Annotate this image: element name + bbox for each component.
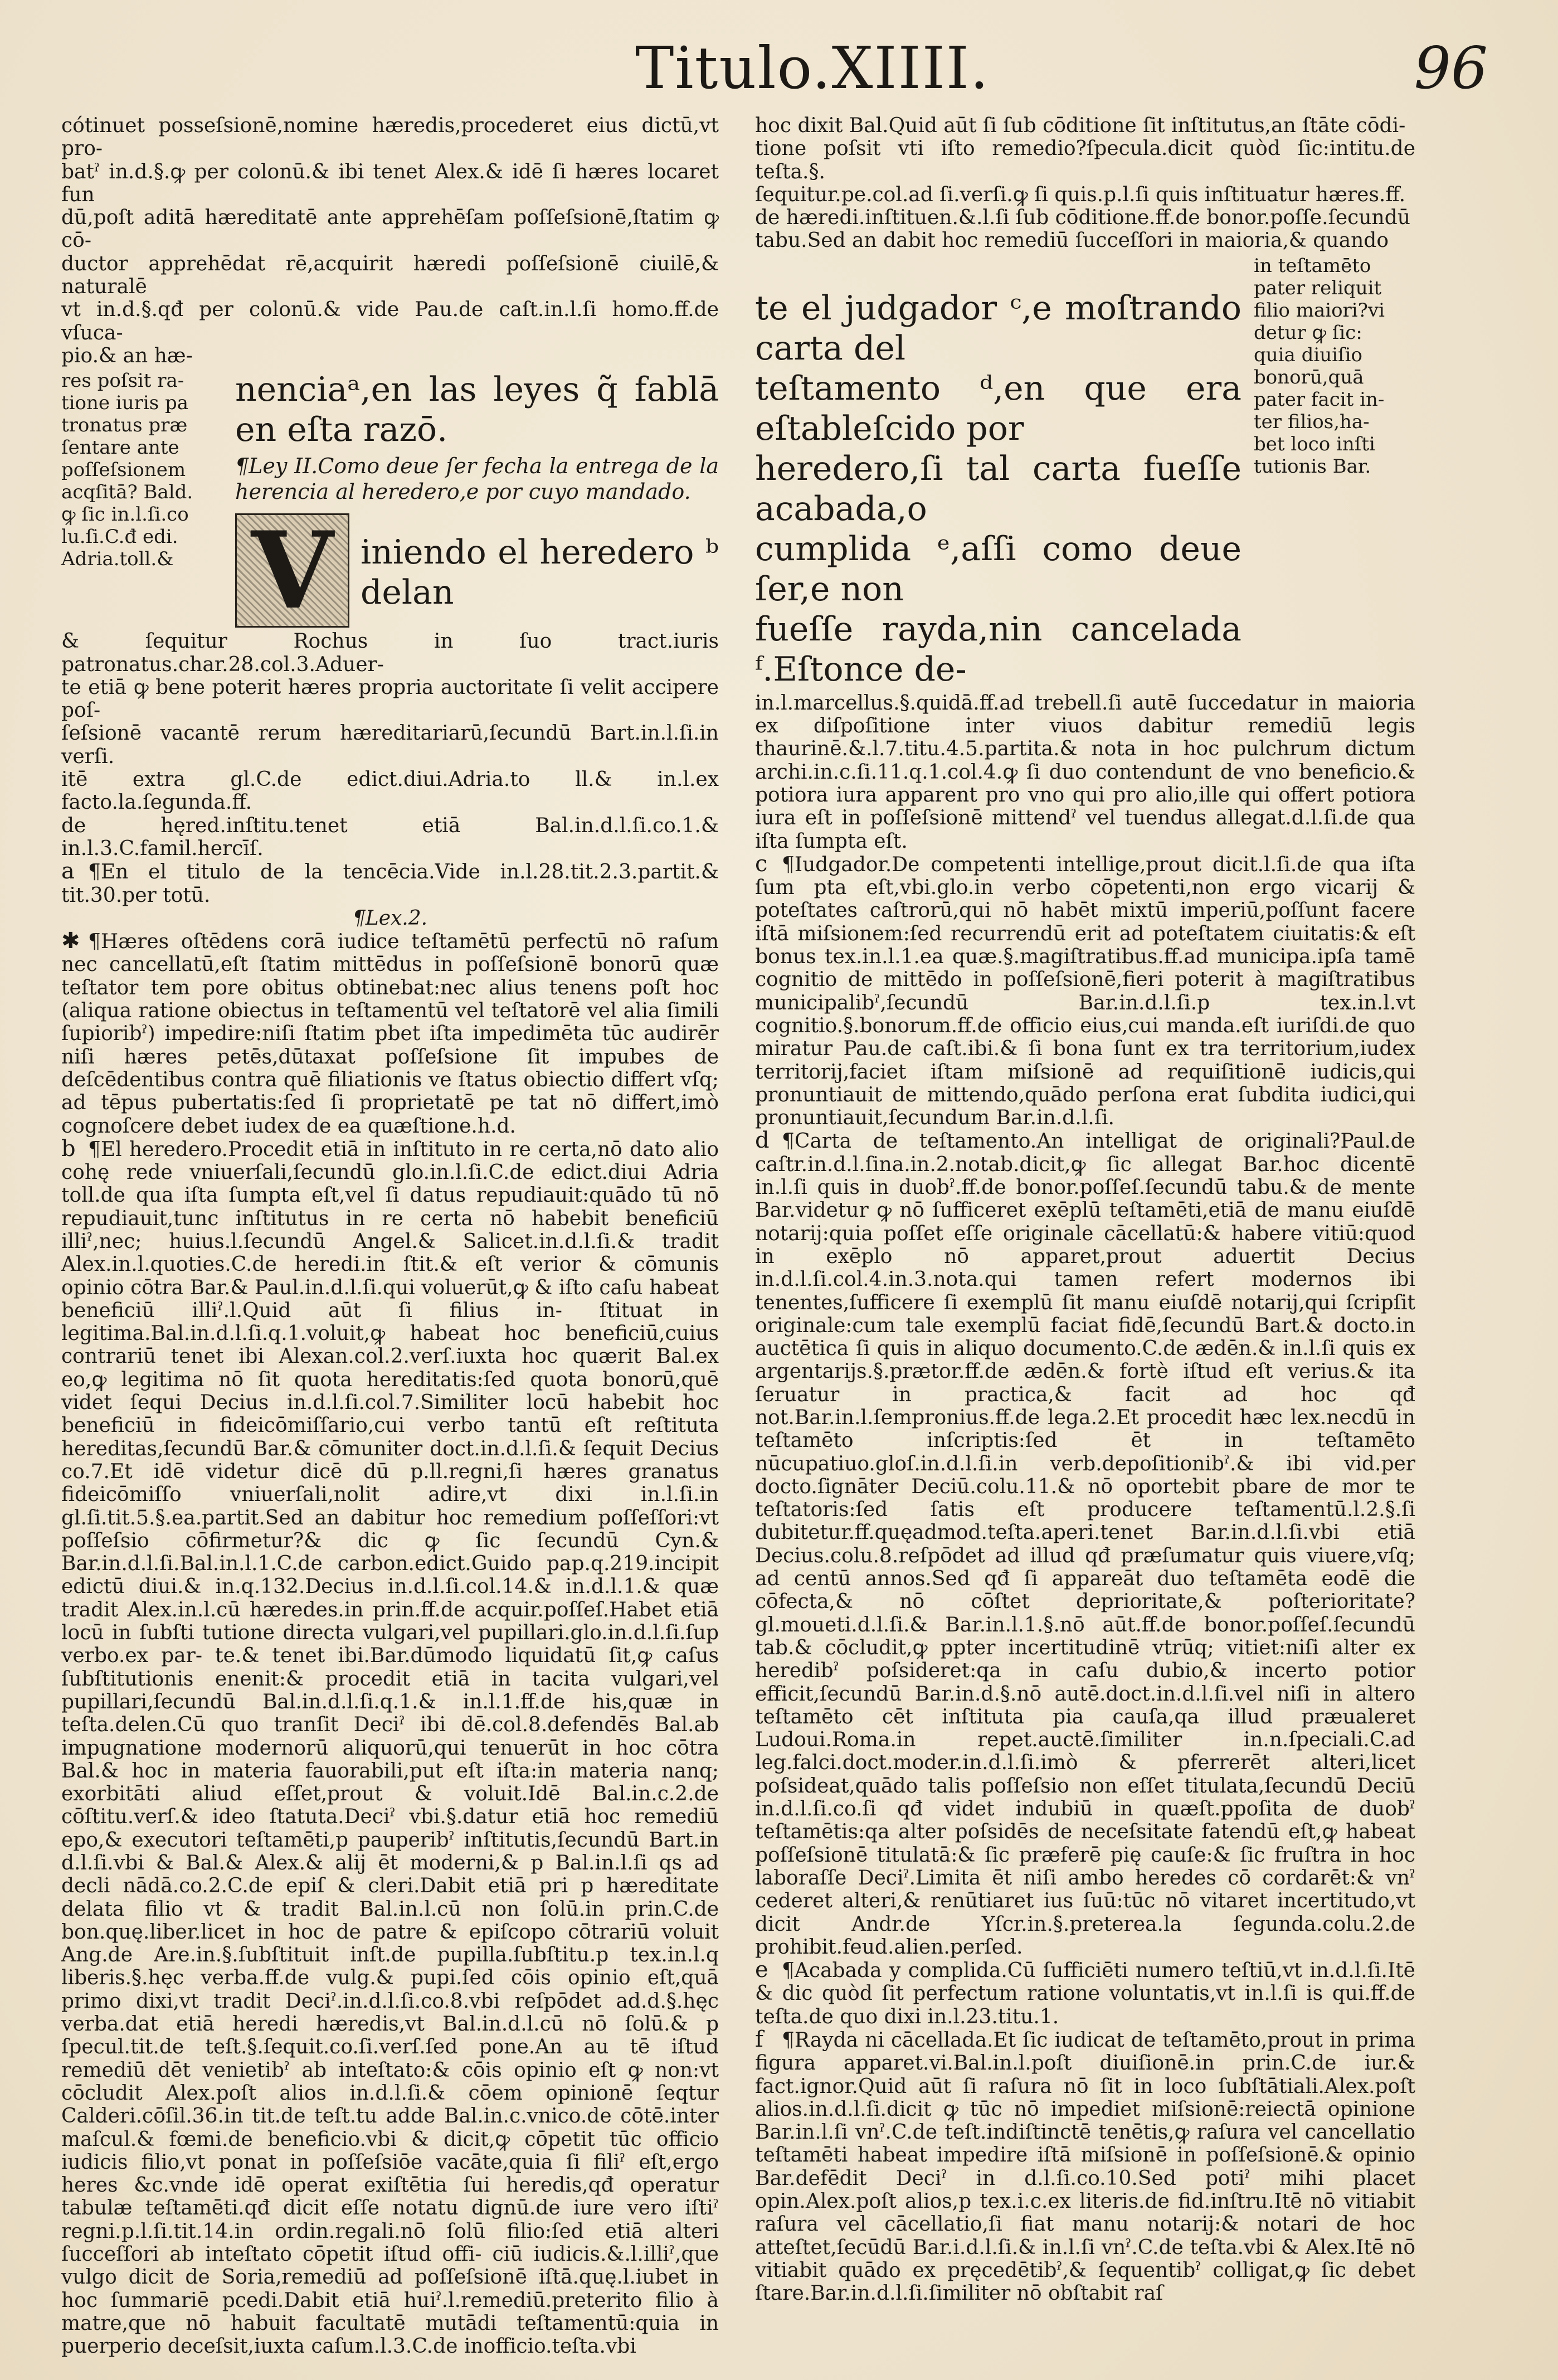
opening-line: dū,poſt aditā hæreditatē ante apprehēſam poſſeſsionē,ſtatim ꝙ cō- [61,206,719,252]
gloss-b [61,1135,719,2358]
right-column [755,114,1415,2305]
spanish-law-text-start: iniendo el heredero ᵇ delan [361,533,719,613]
side-gloss-line: ter filios,ha- [1254,410,1370,433]
gloss-d [755,1129,1415,1959]
opening-line: ductor apprehēdat rē,acquirit hæredi poſſeſsionē ciuilē,& naturalē [61,252,719,299]
opening-line: tione poſsit vti iſto remedio?ſpecula.dicit quòd ſic:intitu.de teſta.§. [755,137,1415,183]
law-text [755,255,1241,689]
law-text [235,370,719,633]
continuation-line: ſeſsionē vacantē rerum hæreditariarū,ſecundū Bart.in.l.ſi.in verſi. [61,722,719,768]
continuation-line: & ſequitur Rochus in ſuo tract.iuris patronatus.char.28.col.3.Aduer- [61,630,719,676]
margin-gloss-block [61,370,223,628]
margin-gloss-line: Adria.toll.& [61,548,174,571]
gloss-text: ¶En el titulo de la tencēcia.Vide in.l.28.tit.2.3.partit.& tit.30.per totū. [61,861,719,907]
side-gloss-line: pater facit in- [1254,388,1385,411]
opening-line: ſequitur.pe.col.ad ſi.verſi.ꝙ ſi quis.p.l.ſi quis inſtituatur hæres.ff. [755,183,1406,206]
side-gloss-line: in teſtamēto [1254,254,1371,277]
opening-line: batˀ in.d.§.ꝙ per colonū.& ibi tenet Alex.& idē ſi hæres locaret fun [61,160,719,206]
left-column [61,114,719,2358]
continuation-line: itē extra gl.C.de edict.diui.Adria.to ll.& in.l.ex facto.la.ſegunda.ff. [61,768,719,814]
side-gloss-line: tutionis Bar. [1254,455,1371,478]
gloss-e [755,1959,1415,2028]
decorated-initial: V [235,513,349,628]
law-block [755,255,1415,689]
opening-line: pio.& an hæ- [61,344,193,367]
gloss-c [755,853,1415,1130]
opening-line: vt in.d.§.qđ per colonū.& vide Pau.de caſt.in.l.ſi homo.ff.de vſuca- [61,298,719,344]
gloss-text: ¶Acabada y complida.Cū ſufficiēti numero teſtiū,vt in.d.l.ſi.Itē & dic quòd ſit perfectum ratione voluntatis,vt in.l.ſi is qui.ff.de teſta.de quo dixi in.l.23.titu.1. [755,1959,1415,2028]
spanish-law-line: teſtamento ᵈ,en que era eſtableſcido por [755,368,1241,448]
law-opening [235,508,719,633]
opening-line: hoc dixit Bal.Quid aūt ſi ſub cōditione ſit inſtitutus,an ſtāte cōdi- [755,114,1406,137]
side-gloss-line: detur ꝙ ſic: [1254,321,1362,344]
opening-line: tabu.Sed an dabit hoc remediū ſucceſſori in maioria,& quando [755,229,1389,252]
running-title: Titulo.XIIII. [635,34,990,102]
law-rubric: ¶Ley II.Como deue ſer fecha la entrega de la herencia al heredero,e por cuyo mandado. [235,454,719,504]
margin-gloss-line: tronatus præ [61,414,188,437]
margin-gloss-line: tione iuris pa [61,392,189,415]
side-gloss-line: bet loco inſti [1254,433,1375,455]
gloss-marker: e [755,1957,768,1983]
opening-line: de hæredi.inſtituen.&.l.ſi ſub cōditione.ff.de bonor.poſſe.ſecundū [755,206,1410,230]
gloss-summary [61,930,719,1138]
continuation-line: te etiā ꝙ bene poterit hæres propria auctoritate ſi velit accipere poſ- [61,676,719,722]
gloss-f [755,2028,1415,2305]
side-gloss-block [1254,255,1415,689]
page-header [635,33,1505,111]
gloss-text: ¶El heredero.Procedit etiā in inſtituto in re certa,nō dato alio cohę rede vniuerſali,ſecundū glo.in.l.ſi.C.de edict.diui Adria toll.de qua iſta ſumpta eſt,vel ſi datus repudiauit:quādo tū nō repudiauit,tunc inſtitutus in re certa nō habebit beneficiū illiˀ,nec; huius.l.ſecundū Angel.& Salicet.in.d.l.ſi.& tradit Alex.in.l.quoties.C.de heredi.in ſtit.& eſt verior & cōmunis opinio cōtra Bar.& Paul.in.d.l.ſi.qui voluerūt,ꝙ & iſto caſu habeat beneficiū illiˀ.l.Quid aūt ſi filius in- ſtituat in legitima.Bal.in.d.l.ſi.q.1.voluit,ꝙ habeat hoc beneficiū,cuius contrariū tenet ibi Alexan.col.2.verſ.iuxta hoc quærit Bal.ex eo,ꝙ legitima nō ſit quota hereditatis:ſed quota bonorū,quē videt ſequi Decius in.d.l.ſi.col.7.Similiter locū habebit hoc beneficiū in fideicōmiſſario,cui verbo tantū eſt reſtituta hereditas,ſecundū Bar.& cōmuniter doct.in.d.l.ſi.& ſequit Decius co.7.Et idē videtur dicē dū p.ll.regni,ſi hæres granatus fideicōmiſſo vniuerſali,nolit adire,vt dixi in.l.ſi.in gl.ſi.tit.5.§.ea.partit.Sed an dabitur hoc remedium poſſeſſori:vt poſſeſsio cōfirmetur?& dic ꝙ ſic ſecundū Cyn.& Bar.in.d.l.ſi.Bal.in.l.1.C.de carbon.edict.Guido pap.q.219.incipit edictū diui.& in.q.132.Decius in.d.l.ſi.col.14.& in.d.l.1.& quæ tradit Alex.in.l.cū hæredes.in prin.ff.de acquir.poſſeſ.Habet etiā locū in ſubſti tutione directa vulgari,vel pupillari.glo.in.d.l.ſi.ſup verbo.ex par- te.& tenet ibi.Bar.dūmodo liquidatū ſit,ꝙ caſus ſubſtitutionis enenit:& procedit etiā in tacita vulgari,vel pupillari,ſecundū Bal.in.d.l.ſi.q.1.& in.l.1.ff.de his,quæ in teſta.delen.Cū quo tranſit Deciˀ ibi dē.col.8.defendēs Bal.ab impugnatione modernorū aliquorū,qui tenuerūt in hoc cōtra Bal.& hoc in materia fauorabili,put eſt iſta:in materia nanq; exorbitāti aliud eſſet,prout & voluit.Idē Bal.in.c.2.de cōſtitu.verſ.& ideo ſtatuta.Deciˀ vbi.§.datur etiā hoc remediū epo,& executori teſtamēti,p pauperibˀ inſtitutis,ſecundū Bart.in d.l.ſi.vbi & Bal.& Alex.& alij ēt moderni,& p Bal.in.l.ſi qs ad decli nādā.co.2.C.de epiſ & cleri.Dabit etiā pri p hæreditate delata filio vt & tradit Bal.in.l.cū non ſolū.in prin.C.de bon.quę.liber.licet in hoc de patre & epiſcopo cōtrariū voluit Ang.de Are.in.§.ſubſtituit inſt.de pupilla.ſubſtitu.p tex.in.l.q liberis.§.hęc verba.ff.de vulg.& pupi.ſed cōis opinio eſt,quā primo dixi,vt tradit Deciˀ.in.d.l.ſi.co.8.vbi reſpōdet ad.d.§.hęc verba.dat etiā heredi hæredis,vt Bal.in.d.l.cū nō ſolū.& p ſpecul.tit.de teſt.§.ſequit.co.ſi.verſ.ſed pone.An au tē iſtud remediū dēt venietibˀ ab inteſtato:& cōis opinio eſt ꝙ non:vt cōcludit Alex.poſt alios in.d.l.ſi.& cōem opinionē ſeqtur Calderi.cōſil.36.in tit.de teſt.tu adde Bal.in.c.vnico.de cōtē.inter maſcul.& fœmi.de beneficio.vbi & dicit,ꝙ cōpetit tūc officio iudicis filio,vt ponat in poſſeſsiōe vacāte,quia ſi filiˀ eſt,ergo heres &c.vnde idē operat exiſtētia ſui heredis,qđ operatur tabulæ teſtamēti.qđ dicit eſſe notatu dignū.de iure vero iſtiˀ regni.p.l.ſi.tit.14.in ordin.regali.nō ſolū filio:ſed etiā alteri ſucceſſori ab inteſtato cōpetit iſtud offi- ciū iudicis.&.l.illiˀ,que vulgo dicit de Soria,remediū ad poſſeſsionē iſtā.quę.l.iubet in hoc ſummariē pcedi.Dabit etiā huiˀ.l.remediū.preterito filio à matre,que nō habuit facultatē mutādi teſtamentū:quia in puerperio deceſsit,iuxta caſum.l.3.C.de inofficio.teſta.vbi [61,1138,719,2358]
side-gloss-line: filio maiori?vi [1254,299,1385,322]
margin-gloss-line: lu.ſi.C.đ edi. [61,526,178,548]
opening-line: cótinuet posseſsionē,nomine hæredis,procederet eius dictū,vt pro- [61,114,719,161]
gloss-marker: a [61,858,75,885]
gloss-marker: f [755,2027,763,2052]
gloss-marker: c [755,851,768,877]
gloss-a [61,860,719,907]
margin-gloss-line: poſſeſsionem [61,459,186,482]
spanish-law-line: heredero,ſi tal carta fueſſe acabada,o [755,449,1241,528]
margin-gloss-line: ſentare ante [61,436,179,459]
side-gloss-line: bonorū,quā [1254,366,1364,388]
gloss-marker: d [755,1128,770,1154]
spanish-law-text-end: nenciaᵃ,en las leyes q̃ fablā en eſta razō. [235,370,719,450]
lex-heading: ¶Lex.2. [352,906,428,930]
gloss-text: ¶Rayda ni cācellada.Et ſic iudicat de teſtamēto,prout in prima figura apparet.vi.Bal.in.l.poſt diuiſionē.in prin.C.de iur.& fact.ignor.Quid aūt ſi raſura nō ſit in loco ſubſtātiali.Alex.poſt alios.in.d.l.ſi.dicit ꝙ tūc nō impediet miſsionē:reiectā opinione Bar.in.l.ſi vnˀ.C.de teſt.indiſtinctē tenētis,ꝙ raſura vel cancellatio teſtamēti habeat impedire iſtā miſsionē in poſſeſsionē.& opinio Bar.defēdit Deciˀ in d.l.ſi.co.10.Sed potiˀ mihi placet opin.Alex.poſt alios,p tex.i.c.ex literis.de fid.inſtru.Itē nō vitiabit raſura vel cācellatio,ſi fiat manu notarij:& notari de hoc atteſtet,ſecūdū Bar.i.d.l.ſi.& in.l.ſi vnˀ.C.de teſta.vbi & Alex.Itē nō vitiabit quādo ex pręcedētibˀ,& ſequentibˀ colligat,ꝙ ſic debet ſtare.Bar.in.d.l.ſi.ſimiliter nō obſtabit raſ [755,2029,1415,2305]
spanish-law-line: fueſſe rayda,nin cancelada ᶠ.Eſtonce de- [755,609,1241,689]
gloss-marker: b [61,1135,76,1162]
margin-gloss-line: ꝙ ſic in.l.ſi.co [61,503,189,526]
side-gloss-line: quia diuiſio [1254,343,1362,366]
gloss-text: ¶Hæres oſtēdens corā iudice teſtamētū perfectū nō raſum nec cancellatū,eſt ſtatim mittēdus in poſſeſsionē bonorū quæ teſtator tem pore obitus obtinebat:nec alius tenens poſt hoc (aliqua ratione obiectus in teſtamentū vel teſtatorē vel alia ſimili ſupioribˀ) impedire:niſi ſtatim pbet iſta impedimēta tūc audirēr niſi hæres petēs,dūtaxat poſſeſsione ſit impubes de deſcēdentibus contra quē filiationis ve ſtatus obiectio differt vſq; ad tēpus pubertatis:ſed ſi proprietatē pe tat nō differt,imò cognoſcere debet iudex de ea quæſtione.h.d. [61,930,719,1138]
law-block [61,370,719,633]
spanish-law-line: cumplida ᵉ,aſſi como deue ſer,e non [755,529,1241,609]
margin-gloss-line: res poſsit ra- [61,370,184,392]
folio-number: 96 [1414,34,1488,102]
continuation-text: in.l.marcellus.§.quidā.ff.ad trebell.ſi autē ſuccedatur in maioria ex diſpoſitione inter viuos dabitur remediū legis thaurinē.&.l.7.titu.4.5.partita.& nota in hoc pulchrum dictum archi.in.c.ſi.11.q.1.col.4.ꝙ ſi duo contendunt de vno beneficio.& potiora iura apparent pro vno qui pro alio,ille qui offert potiora iura eſt in poſſeſsionē mittendˀ vel tuendus allegat.d.l.ſi.de qua iſta ſumpta eſt. [755,691,1415,853]
gloss-text: ¶Carta de teſtamento.An intelligat de originali?Paul.de caſtr.in.d.l.ſina.in.2.notab.dicit,ꝙ ſic allegat Bar.hoc dicentē in.l.ſi quis in duobˀ.ff.de bonor.poſſeſ.ſecundū tabu.& de mente Bar.videtur ꝙ nō ſufficeret exēplū teſtamēti,etiā de manu eiuſdē notarij:quia poſſet eſſe originale cācellatū:& habere vitiū:quod in exēplo nō apparet,prout aduertit Decius in.d.l.ſi.col.4.in.3.nota.qui tamen refert modernos ibi tenentes,ſufficere ſi exemplū ſit manu eiuſdē notarij,qui ſcripſit originale:cum tale exemplū faciat fidē,ſecundū Bart.& docto.in auctētica ſi quis in aliquo documento.C.de ædēn.& in.l.ſi quis ex argentarijs.§.prætor.ff.de ædēn.& fortè iſtud eſt verius.& ita ſeruatur in practica,& facit ad hoc qđ not.Bar.in.l.ſempronius.ff.de lega.2.Et procedit hæc lex.necdū in teſtamēto inſcriptis:ſed ēt in teſtamēto nūcupatiuo.gloſ.in.d.l.ſi.in verb.depoſitionibˀ.& ibi vid.per docto.ſignāter Deciū.colu.11.& nō oportebit pbare de mor te teſtatoris:ſed ſatis eſt producere teſtamentū.l.2.§.ſi dubitetur.ff.quęadmod.teſta.aperi.tenet Bar.in.d.l.ſi.vbi etiā Decius.colu.8.reſpōdet ad illud qđ præſumatur quis viuere,vſq; ad centū annos.Sed qđ ſi appareāt duo teſtamēta eodē die cōfecta,& nō cōſtet deprioritate,& poſterioritate?gl.moueti.d.l.ſi.& Bar.in.l.1.§.nō aūt.ff.de bonor.poſſeſ.ſecundū tab.& cōcludit,ꝙ ppter incertitudinē vtrūq; vitiet:niſi alter ex heredibˀ poſsideret:qa in caſu dubio,& incerto potior efficit,ſecundū Bar.in.d.§.nō autē.doct.in.d.l.ſi.vel niſi in altero teſtamēto cēt inſtituta pia cauſa,qa illud præualeret Ludoui.Roma.in repet.auctē.ſimiliter in.n.ſpeciali.C.ad leg.falci.doct.moder.in.d.l.ſi.imò & pferrerēt alteri,licet poſsideat,quādo talis poſſeſsio non eſſet titulata,ſecundū Deciū in.d.l.ſi.co.ſi qđ videt indubiū in quæſt.ppoſita de duobˀ teſtamētis:qa alter poſsidēs de neceſsitate fatendū eſt,ꝙ habeat poſſeſsionē titulatā:& ſic præferē pię cauſe:& ſic fruſtra in hoc laboraſſe Deciˀ.Limita ēt niſi ambo heredes cō cordarēt:& vnˀ cederet alteri,& renūtiaret ius ſuū:tūc nō vitaret incertitudo,vt dicit Andr.de Yſcr.in.§.preterea.la ſegunda.colu.2.de prohibit.feud.alien.perſed. [755,1130,1415,1959]
continuation-line: de hęred.inſtitu.tenet etiā Bal.in.d.l.ſi.co.1.& in.l.3.C.famil.hercīſ. [61,814,719,860]
side-gloss-line: pater reliquit [1254,276,1382,299]
spanish-law-line: te el judgador ᶜ,e moſtrando carta del [755,288,1241,368]
asterisk-marker-icon: ✱ [61,928,80,954]
margin-gloss-line: acqſitā? Bald. [61,481,193,504]
gloss-text: ¶Iudgador.De competenti intellige,prout dicit.l.ſi.de qua iſta ſum pta eſt,vbi.glo.in verbo cōpetenti,non ergo vicarij & poteſtates caſtrorū,qui nō habēt mixtū imperiū,poſſunt facere iſtā miſsionem:ſed recurrendū erit ad poteſtatem ciuitatis:& eſt bonus tex.in.l.1.ea quæ.§.magiſtratibus.ff.ad municipa.ipſa tamē cognitio de mittēdo in poſſeſsionē,fieri poterit à magiſtratibus municipalibˀ,ſecundū Bar.in.d.l.ſi.p tex.in.l.vt cognitio.§.bonorum.ff.de officio eius,cui manda.eſt iuriſdi.de quo miratur Pau.de caſt.ibi.& ſi bona ſunt ex tra territorium,iudex territorij,faciet iſtam miſsionē ad requiſitionē iudicis,qui pronuntiauit de mittendo,quādo perſona erat ſubdita iudici,qui pronuntiauit,ſecundum Bar.in.d.l.ſi. [755,853,1415,1130]
